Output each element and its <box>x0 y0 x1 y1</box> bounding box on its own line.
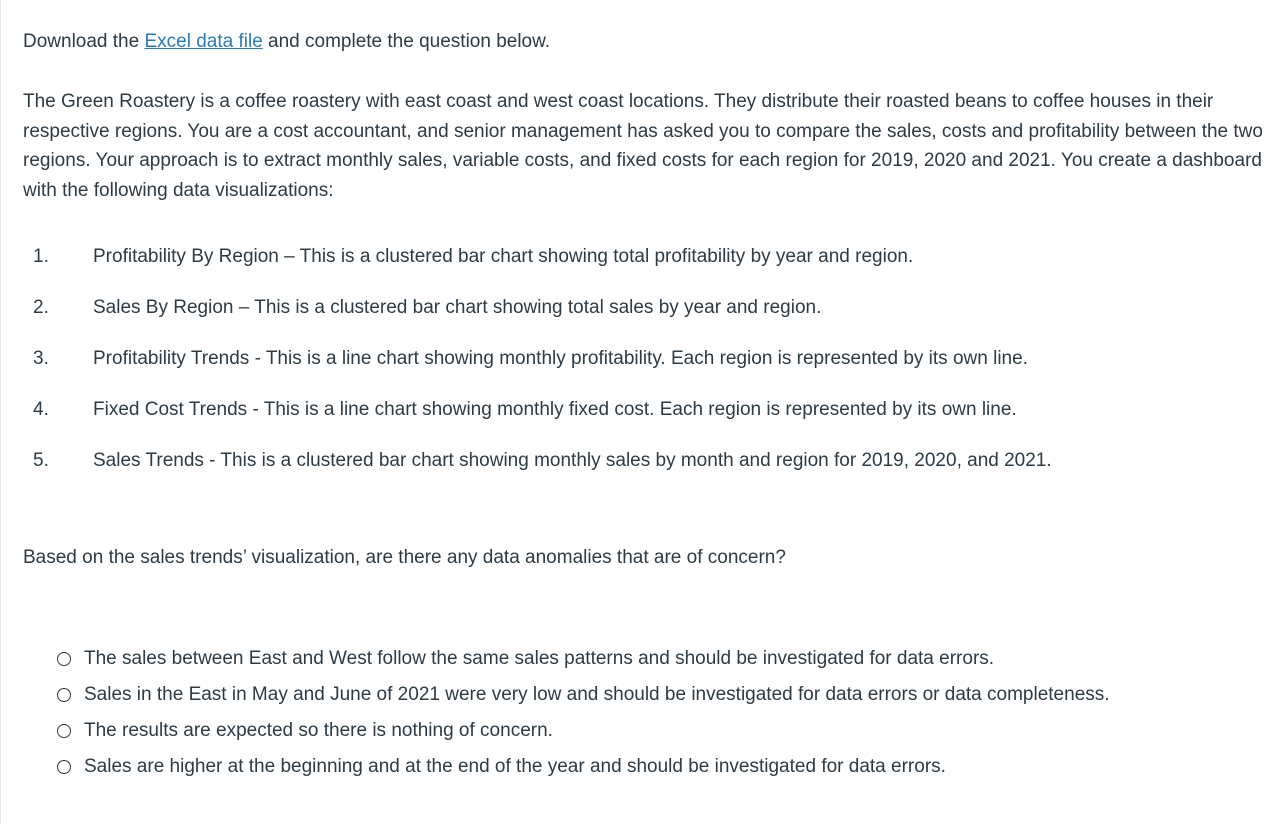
answer-option[interactable] <box>57 753 1110 789</box>
answer-option[interactable] <box>57 645 1110 681</box>
answer-option-label[interactable]: The sales between East and West follow the same sales patterns and should be investigated for data errors. <box>84 648 995 669</box>
answer-option[interactable] <box>57 717 1110 753</box>
answer-option-label[interactable]: Sales are higher at the beginning and at the end of the year and should be investigated for data errors. <box>84 756 946 777</box>
instructions-text-after: and complete the question below. <box>262 31 551 52</box>
list-item-text: Sales Trends - This is a clustered bar chart showing monthly sales by month and region for 2019, 2020, and 2021. <box>93 450 1052 471</box>
radio-button[interactable] <box>57 760 71 774</box>
radio-button[interactable] <box>57 652 71 666</box>
radio-button[interactable] <box>57 724 71 738</box>
answer-option-label[interactable]: The results are expected so there is nothing of concern. <box>84 720 553 741</box>
list-item-number: 3. <box>33 348 49 369</box>
excel-data-file-link[interactable]: Excel data file <box>144 31 263 52</box>
list-item-text: Fixed Cost Trends - This is a line chart showing monthly fixed cost. Each region is represented by its own line. <box>93 399 1017 420</box>
answer-options <box>57 645 1110 789</box>
answer-option[interactable] <box>57 681 1110 717</box>
instructions-text-before: Download the <box>23 31 145 52</box>
answer-option-label[interactable]: Sales in the East in May and June of 2021 were very low and should be investigated for data errors or data completeness. <box>84 684 1110 705</box>
instructions <box>23 28 550 56</box>
list-item-text: Profitability By Region – This is a clustered bar chart showing total profitability by year and region. <box>93 246 914 267</box>
list-item-number: 5. <box>33 450 49 471</box>
list-item-number: 2. <box>33 297 49 318</box>
list-item-number: 1. <box>33 246 49 267</box>
list-item-number: 4. <box>33 399 49 420</box>
scenario-paragraph: The Green Roastery is a coffee roastery with east coast and west coast locations. They distribute their roasted beans to coffee houses in their respective regions. You are a cost accountant, and senior management has asked you to compare the sales, costs and profitability between the two regions. Your approach is to extract monthly sales, variable costs, and fixed costs for each region for 2019, 2020 and 2021. You create a dashboard with the following data visualizations: <box>23 91 1263 201</box>
list-item-text: Profitability Trends - This is a line chart showing monthly profitability. Each region is represented by its own line. <box>93 348 1028 369</box>
question-text: Based on the sales trends’ visualization, are there any data anomalies that are of concern? <box>23 547 786 568</box>
radio-button[interactable] <box>57 688 71 702</box>
list-item-text: Sales By Region – This is a clustered bar chart showing total sales by year and region. <box>93 297 822 318</box>
